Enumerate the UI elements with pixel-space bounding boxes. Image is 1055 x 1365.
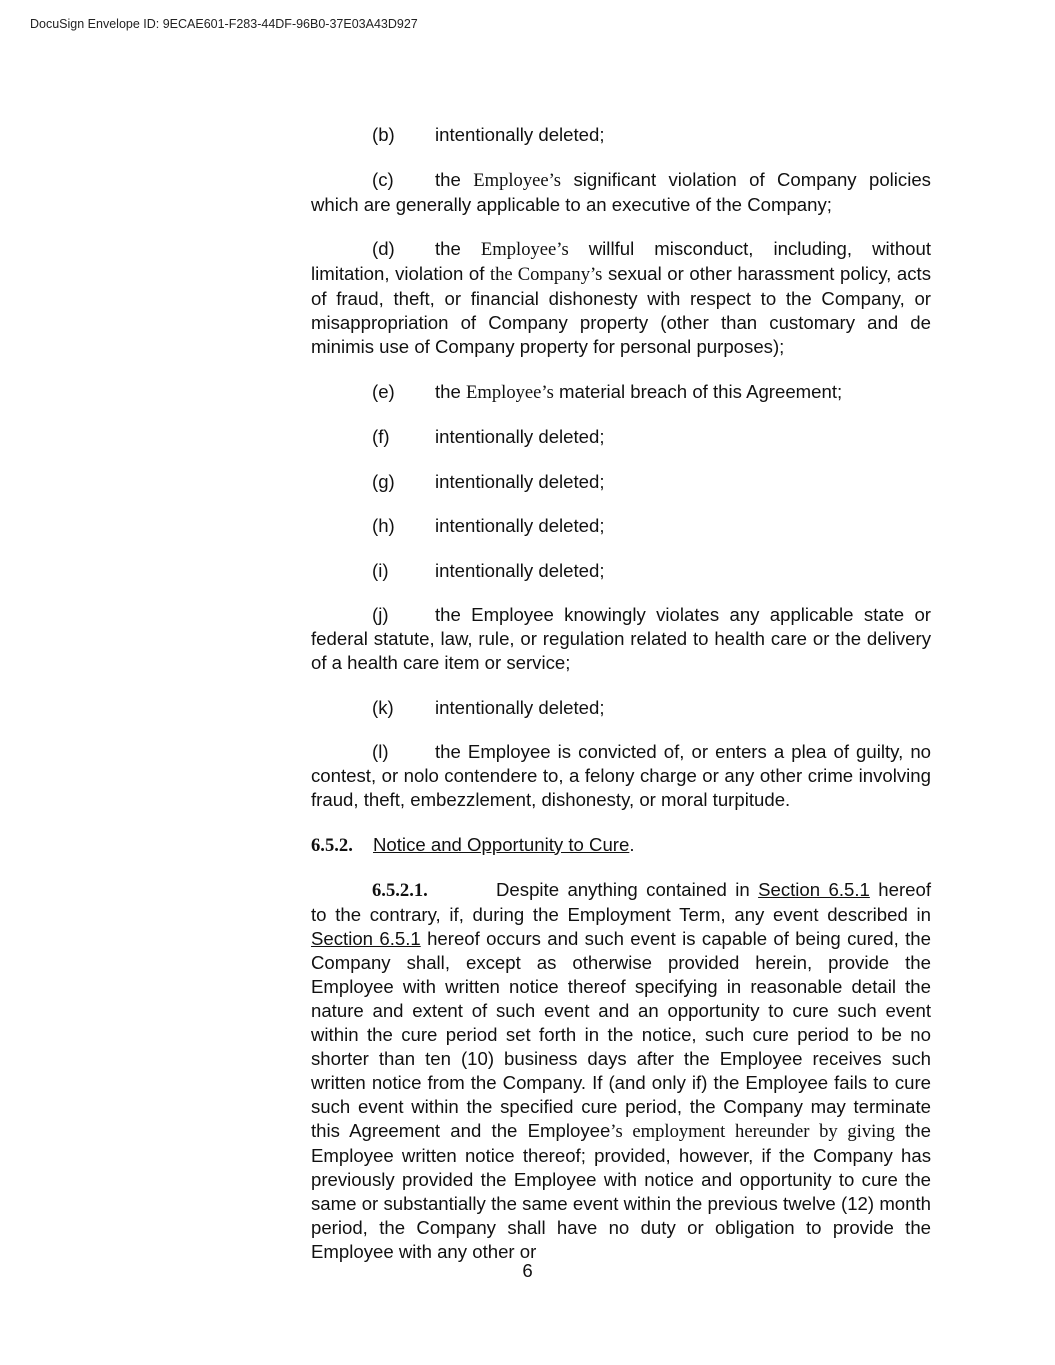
body-text: ’s employment hereunder by giving xyxy=(610,1120,895,1142)
clause-i xyxy=(311,559,931,583)
clause-text: intentionally deleted; xyxy=(435,124,605,145)
section-title: Notice and Opportunity to Cure xyxy=(373,833,630,855)
body-text: the Employee written notice thereof; provided, however, if the Company has previously provided the Employee with notice and opportunity to cure the same or substantially the same event within the previous twelve (12) month period, the Company shall have no duty or obligation to provide the Employee with any other or xyxy=(311,1119,931,1262)
docusign-envelope-id: DocuSign Envelope ID: 9ECAE601-F283-44DF-96B0-37E03A43D927 xyxy=(30,17,418,31)
clause-d xyxy=(311,237,931,359)
clause-label: (e) xyxy=(372,380,395,402)
subsection-number: 6.5.2.1. xyxy=(372,879,428,901)
clause-text: intentionally deleted; xyxy=(435,559,605,581)
clause-text: the Employee knowingly violates any applicable state or federal statute, law, rule, or regulation related to health care or the delivery of a health care item or service; xyxy=(311,604,931,673)
clause-j xyxy=(311,603,931,675)
clause-l xyxy=(311,740,931,812)
clause-text: the Employee is convicted of, or enters a plea of guilty, no contest, or nolo contendere to, a felony charge or any other crime involving fraud, theft, embezzlement, dishonesty, or moral turpitude. xyxy=(311,741,931,810)
clause-label: (k) xyxy=(372,696,394,718)
clause-text: intentionally deleted; xyxy=(435,470,605,492)
clause-text: the xyxy=(435,380,461,402)
section-6-5-2-1 xyxy=(311,878,931,1264)
clause-text: the Company’s xyxy=(489,264,603,285)
section-number: 6.5.2. xyxy=(311,834,353,856)
page-number: 6 xyxy=(522,1260,533,1281)
clause-text: material breach of this Agreement; xyxy=(559,380,843,402)
clause-g xyxy=(311,470,931,494)
clause-text: the xyxy=(435,168,461,190)
clause-label: (b) xyxy=(372,124,395,145)
clause-label: (g) xyxy=(372,470,395,492)
clause-label: (h) xyxy=(372,515,395,536)
clause-text: significant violation of Company policies which are generally applicable to an executive of the Company; xyxy=(311,168,931,215)
clause-label: (c) xyxy=(372,168,394,190)
clause-label: (l) xyxy=(372,741,389,762)
body-text: hereof to the contrary, if, during the Employment Term, any event described in xyxy=(311,878,931,925)
clause-h xyxy=(311,514,931,538)
clause-text: Employee’s xyxy=(480,239,569,260)
body-text: Despite anything contained in xyxy=(496,878,750,900)
clause-text: Employee’s xyxy=(473,169,562,191)
clause-text: the xyxy=(435,238,461,259)
clause-c xyxy=(311,168,931,217)
clause-b xyxy=(311,123,931,147)
section-heading-6-5-2 xyxy=(311,833,931,858)
section-title-period: . xyxy=(629,833,635,855)
clause-text: Employee’s xyxy=(466,381,554,403)
section-reference: Section 6.5.1 xyxy=(758,878,870,900)
clause-label: (d) xyxy=(372,238,395,259)
clause-e xyxy=(311,380,931,405)
clause-label: (f) xyxy=(372,426,390,447)
clause-text: sexual or other harassment policy, acts of fraud, theft, or financial dishonesty with respect to the Company, or misappropriation of Company property (other than customary and de minimis use of Company property for personal purposes); xyxy=(311,263,932,357)
clause-label: (j) xyxy=(372,604,389,625)
document-body xyxy=(311,123,931,1284)
clause-text: willful misconduct, including, without limitation, violation of xyxy=(311,238,932,284)
clause-text: intentionally deleted; xyxy=(435,426,605,447)
clause-text: intentionally deleted; xyxy=(435,515,605,536)
section-reference: Section 6.5.1 xyxy=(311,927,421,949)
clause-label: (i) xyxy=(372,559,389,581)
clause-f xyxy=(311,425,931,449)
clause-text: intentionally deleted; xyxy=(435,696,605,718)
body-text: hereof occurs and such event is capable of being cured, the Company shall, except as otherwise provided herein, provide the Employee with written notice thereof specifying in reasonable detail the nature and extent of such event and an opportunity to cure such event within the cure period set forth in the notice, such cure period to be no shorter than ten (10) business days after the Employee receives such written notice from the Company. If (and only if) the Employee fails to cure such event within the specified cure period, the Company may terminate this Agreement and the Employee xyxy=(311,927,931,1141)
clause-k xyxy=(311,696,931,720)
